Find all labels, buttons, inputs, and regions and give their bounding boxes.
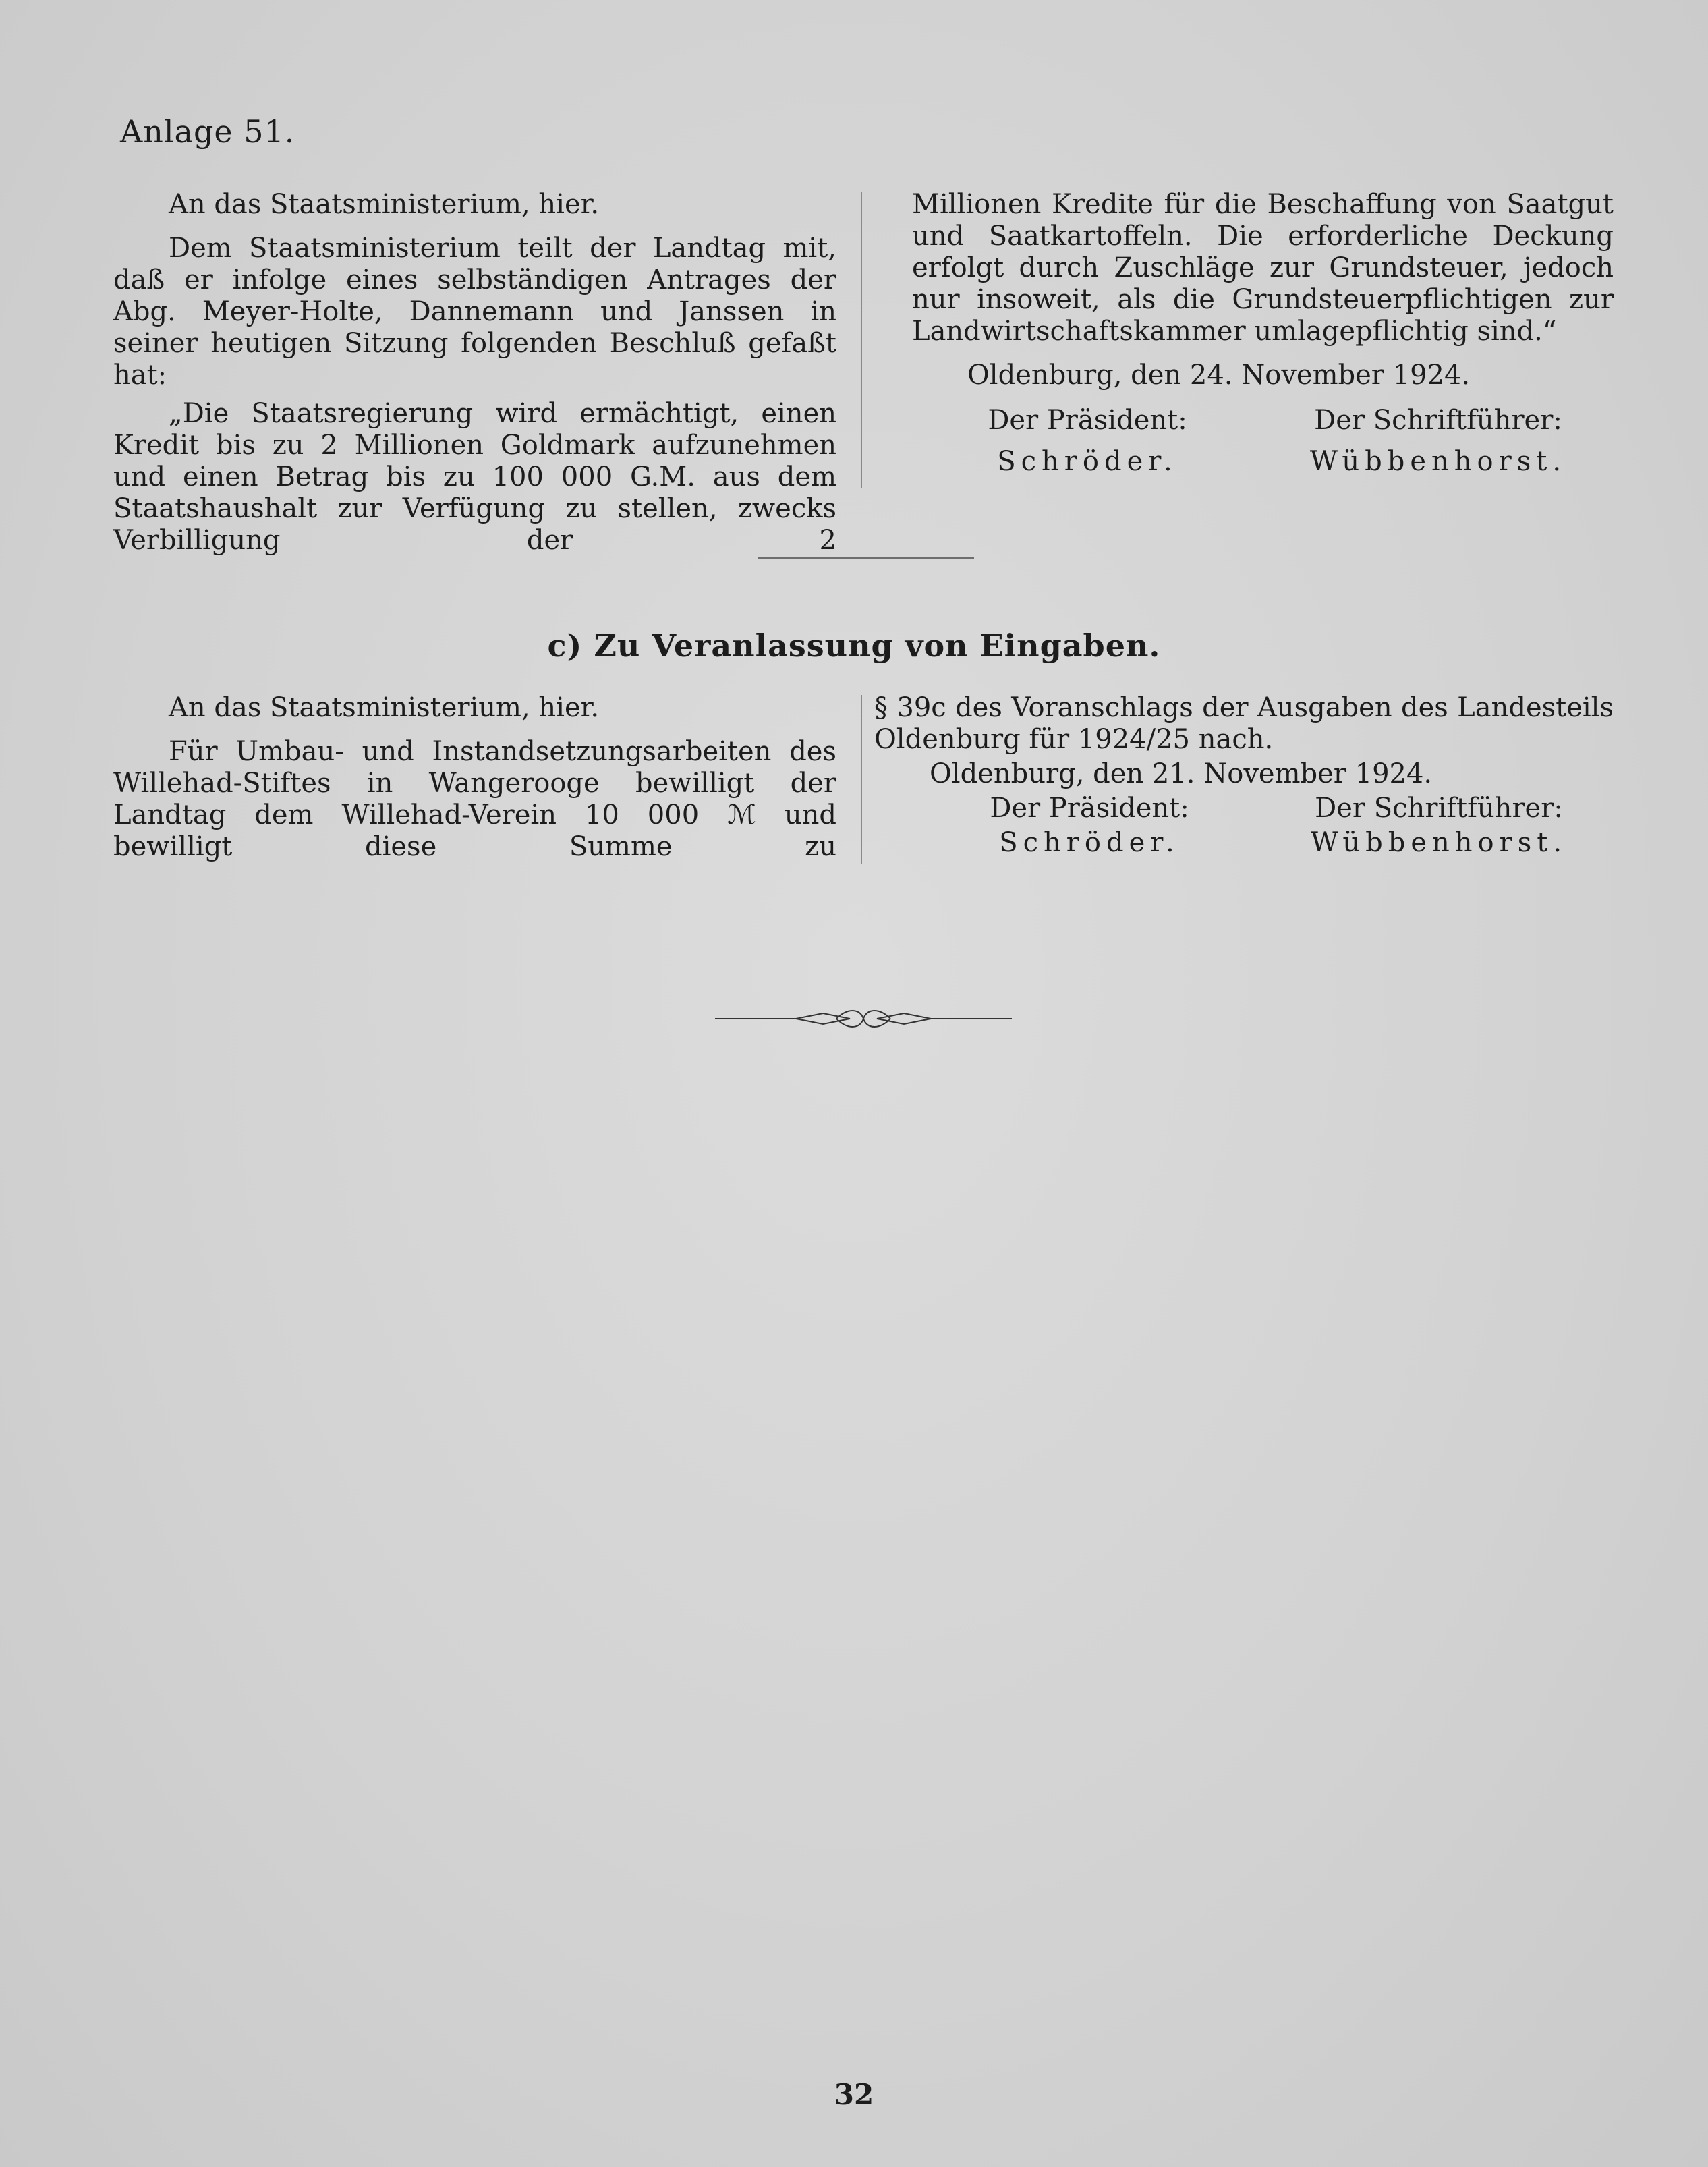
- section2-column-divider: [861, 695, 862, 864]
- section2-date-line: Oldenburg, den 21. November 1924.: [930, 758, 1433, 789]
- section2-signature-titles: [874, 793, 1614, 824]
- section2-secretary-title: Der Schriftführer:: [1315, 793, 1563, 824]
- section2-heading: c) Zu Veranlassung von Eingaben.: [547, 627, 1161, 664]
- annex-label: Anlage 51.: [120, 113, 295, 150]
- section1-secretary-name: Wübbenhorst.: [1309, 446, 1567, 477]
- section1-signature-titles: [912, 405, 1614, 437]
- page-number: 32: [834, 2078, 874, 2111]
- section1-column-divider: [861, 192, 862, 488]
- section1-president-name: Schröder.: [997, 446, 1178, 477]
- section2-signature-names: [874, 827, 1614, 859]
- section2-body-left: Für Umbau- und Instandsetzungsarbeiten des Willehad-Stiftes in Wangerooge bewilligt der Landtag dem Willehad-Verein 10 000 ℳ und bewilligt diese Summe zu: [113, 736, 836, 862]
- section2-left-column: [113, 692, 836, 863]
- section1-address: An das Staatsministerium, hier.: [169, 189, 600, 220]
- section1-signature-names: [912, 446, 1614, 478]
- section2-president-title: Der Präsident:: [990, 793, 1189, 824]
- section1-left-column: [113, 189, 836, 557]
- section2-body-right: § 39c des Voranschlags der Ausgaben des Landesteils Oldenburg für 1924/25 nach.: [874, 692, 1614, 755]
- section2-president-name: Schröder.: [999, 827, 1180, 858]
- section1-secretary-title: Der Schriftführer:: [1314, 405, 1562, 436]
- section2-address: An das Staatsministerium, hier.: [169, 692, 600, 723]
- section1-resolution-left: „Die Staatsregierung wird ermächtigt, einen Kredit bis zu 2 Millionen Goldmark aufzunehmen und einen Betrag bis zu 100 000 G.M. aus dem Staatshaushalt zur Verfügung zu stellen, zwecks Verbilligung der 2: [113, 398, 836, 556]
- section2-secretary-name: Wübbenhorst.: [1310, 827, 1568, 858]
- section1-president-title: Der Präsident:: [988, 405, 1187, 436]
- section-separator-rule: [758, 557, 974, 559]
- section1-intro: Dem Staatsministerium teilt der Landtag mit, daß er infolge eines selbständigen Antrages der Abg. Meyer-Holte, Dannemann und Janssen in seiner heutigen Sitzung folgenden Beschluß gefaßt hat:: [113, 233, 836, 391]
- section1-right-column: [912, 189, 1614, 478]
- section2-right-column: [874, 692, 1614, 859]
- section1-date-line: Oldenburg, den 24. November 1924.: [967, 360, 1471, 391]
- section1-resolution-right: Millionen Kredite für die Beschaffung von Saatgut und Saatkartoffeln. Die erforderliche Deckung erfolgt durch Zuschläge zur Grundsteuer, jedoch nur insoweit, als die Grundsteuerpflichtigen zur Landwirtschaftskammer umlagepflichtig sind.“: [912, 189, 1614, 347]
- ornament-divider-icon: [715, 1005, 1012, 1032]
